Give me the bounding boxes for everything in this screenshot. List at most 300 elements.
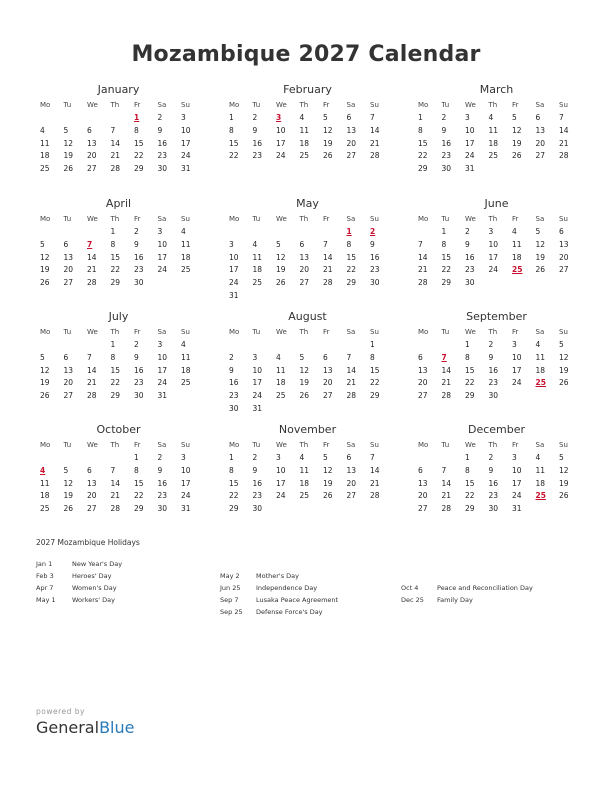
- weekday-label: Tu: [63, 441, 72, 449]
- day-cell: 1: [418, 113, 423, 122]
- weekday-label: Tu: [252, 328, 261, 336]
- month-days-grid: [414, 325, 579, 403]
- day-cell: 29: [465, 391, 475, 401]
- month-days-grid: [225, 325, 390, 416]
- day-cell: 13: [418, 478, 428, 488]
- day-cell: 15: [110, 365, 121, 375]
- day-cell: 20: [63, 378, 74, 388]
- holiday-name: Family Day: [437, 596, 473, 604]
- day-cell: 20: [559, 252, 569, 262]
- weekday-label: Tu: [441, 215, 450, 223]
- day-cell: 12: [276, 252, 286, 262]
- month-april: [36, 196, 201, 290]
- day-cell: 6: [87, 125, 92, 135]
- month-name: April: [105, 197, 132, 210]
- weekday-label: Tu: [252, 215, 261, 223]
- day-cell: 7: [559, 113, 564, 122]
- weekday-label: Th: [488, 101, 498, 109]
- weekday-label: Th: [488, 441, 498, 449]
- day-cell: 21: [87, 378, 97, 388]
- weekday-label: Th: [299, 101, 309, 109]
- day-cell: 17: [276, 478, 286, 488]
- weekday-label: Su: [181, 215, 190, 223]
- month-name: June: [484, 197, 509, 210]
- holiday-row: [36, 558, 122, 570]
- empty-cell: [60, 226, 84, 239]
- day-cell: 10: [488, 239, 499, 249]
- day-cell: 26: [299, 391, 310, 401]
- day-cell: 16: [134, 365, 144, 375]
- day-cell: 4: [299, 453, 305, 462]
- day-cell: 11: [535, 465, 546, 475]
- day-cell: 17: [181, 478, 191, 488]
- holiday-row: [36, 582, 122, 594]
- day-cell: 9: [229, 365, 234, 375]
- day-cell: 3: [252, 352, 258, 362]
- day-cell: 23: [252, 151, 263, 161]
- holiday-day: 25: [535, 491, 546, 501]
- weekday-label: We: [276, 101, 287, 109]
- day-cell: 16: [465, 252, 475, 262]
- holiday-day: 3: [276, 113, 282, 122]
- day-cell: 23: [157, 151, 168, 161]
- day-cell: 5: [40, 352, 45, 362]
- weekday-label: Mo: [40, 101, 51, 109]
- day-cell: 15: [370, 365, 380, 375]
- weekday-label: Fr: [323, 328, 330, 336]
- day-cell: 10: [465, 125, 475, 135]
- day-cell: 11: [181, 239, 191, 249]
- weekday-label: Sa: [157, 328, 167, 336]
- day-cell: 19: [299, 378, 310, 388]
- day-cell: 15: [418, 138, 428, 148]
- weekday-label: Sa: [157, 101, 167, 109]
- month-june: [414, 196, 579, 290]
- day-cell: 1: [229, 113, 234, 122]
- day-cell: 31: [512, 504, 522, 514]
- weekday-label: Sa: [535, 101, 545, 109]
- weekday-label: Sa: [535, 215, 545, 223]
- holiday-day: 2: [370, 227, 376, 236]
- weekday-label: Tu: [441, 328, 450, 336]
- weekday-label: Fr: [134, 101, 141, 109]
- day-cell: 12: [63, 138, 74, 148]
- empty-cell: [249, 339, 273, 352]
- day-cell: 8: [134, 465, 139, 475]
- day-cell: 3: [488, 227, 494, 236]
- day-cell: 9: [488, 465, 494, 475]
- holiday-date: Apr 7: [36, 584, 54, 592]
- month-march: [414, 82, 579, 176]
- day-cell: 8: [134, 125, 139, 135]
- holiday-row: [220, 594, 338, 606]
- day-cell: 24: [512, 491, 522, 501]
- day-cell: 6: [559, 227, 564, 236]
- day-cell: 21: [110, 151, 121, 161]
- day-cell: 26: [323, 151, 333, 161]
- day-cell: 25: [299, 491, 310, 501]
- day-cell: 26: [63, 504, 74, 514]
- holiday-name: Peace and Reconciliation Day: [437, 584, 533, 592]
- month-days-grid: [414, 98, 579, 176]
- month-days-grid: [36, 325, 201, 403]
- day-cell: 18: [276, 378, 286, 388]
- weekday-label: Th: [110, 215, 120, 223]
- day-cell: 2: [229, 352, 234, 362]
- day-cell: 30: [157, 504, 168, 514]
- month-name: May: [296, 197, 319, 210]
- day-cell: 24: [229, 278, 239, 288]
- holiday-name: Lusaka Peace Agreement: [256, 596, 339, 604]
- day-cell: 22: [370, 378, 380, 388]
- day-cell: 19: [559, 365, 569, 375]
- empty-cell: [319, 226, 343, 239]
- holiday-name: Mother's Day: [256, 572, 299, 580]
- day-cell: 25: [488, 151, 499, 161]
- holiday-name: New Year's Day: [72, 560, 123, 568]
- day-cell: 22: [465, 378, 475, 388]
- day-cell: 23: [488, 491, 499, 501]
- day-cell: 19: [63, 491, 74, 501]
- brand-logo: [36, 707, 134, 737]
- day-cell: 8: [229, 125, 234, 135]
- day-cell: 22: [229, 151, 239, 161]
- day-cell: 30: [465, 278, 475, 288]
- holiday-date: May 1: [36, 596, 56, 604]
- day-cell: 4: [299, 113, 305, 122]
- weekday-label: We: [465, 215, 476, 223]
- day-cell: 9: [488, 352, 494, 362]
- day-cell: 19: [535, 252, 546, 262]
- day-cell: 17: [276, 138, 286, 148]
- holiday-row: [401, 582, 533, 594]
- day-cell: 22: [418, 151, 428, 161]
- day-cell: 16: [229, 378, 239, 388]
- month-days-grid: [225, 212, 390, 303]
- day-cell: 4: [181, 227, 186, 236]
- day-cell: 15: [134, 478, 144, 488]
- weekday-label: Fr: [323, 441, 330, 449]
- month-january: [36, 82, 201, 176]
- month-name: September: [466, 310, 527, 323]
- day-cell: 4: [252, 239, 258, 249]
- weekday-label: Su: [181, 441, 190, 449]
- weekday-label: We: [87, 441, 98, 449]
- day-cell: 28: [441, 504, 452, 514]
- weekday-label: Fr: [512, 441, 519, 449]
- month-name: February: [283, 83, 332, 96]
- day-cell: 21: [87, 265, 97, 275]
- day-cell: 16: [488, 478, 499, 488]
- day-cell: 12: [63, 478, 74, 488]
- day-cell: 7: [323, 239, 328, 249]
- day-cell: 3: [276, 453, 281, 462]
- weekday-label: Mo: [418, 101, 429, 109]
- weekday-label: Mo: [40, 328, 51, 336]
- weekday-label: Sa: [157, 215, 167, 223]
- holiday-name: Heroes' Day: [72, 572, 112, 580]
- day-cell: 1: [441, 227, 447, 236]
- weekday-label: Sa: [346, 215, 356, 223]
- holiday-date: Jan 1: [36, 560, 53, 568]
- day-cell: 5: [299, 352, 305, 362]
- day-cell: 3: [157, 340, 163, 349]
- day-cell: 10: [157, 239, 168, 249]
- day-cell: 17: [488, 252, 499, 262]
- brand-name-part1: General: [36, 718, 100, 737]
- weekday-label: Th: [299, 215, 309, 223]
- day-cell: 15: [229, 138, 239, 148]
- holiday-date: Sep 25: [220, 608, 243, 616]
- day-cell: 4: [181, 340, 186, 349]
- day-cell: 2: [488, 340, 494, 349]
- month-days-grid: [414, 438, 579, 516]
- day-cell: 12: [559, 465, 569, 475]
- day-cell: 26: [276, 278, 286, 288]
- weekday-label: Th: [299, 441, 309, 449]
- day-cell: 5: [559, 453, 564, 462]
- day-cell: 27: [299, 278, 310, 288]
- day-cell: 1: [229, 453, 234, 462]
- weekday-label: Sa: [535, 441, 545, 449]
- day-cell: 21: [346, 378, 357, 388]
- day-cell: 13: [63, 365, 74, 375]
- day-cell: 31: [181, 164, 191, 174]
- day-cell: 31: [252, 403, 263, 413]
- empty-cell: [319, 339, 343, 352]
- day-cell: 31: [181, 504, 191, 514]
- day-cell: 6: [299, 239, 305, 249]
- weekday-label: Mo: [229, 215, 240, 223]
- day-cell: 14: [346, 365, 357, 375]
- empty-cell: [36, 339, 60, 352]
- weekday-label: We: [276, 215, 287, 223]
- day-cell: 13: [63, 252, 74, 262]
- empty-cell: [272, 339, 296, 352]
- day-cell: 5: [535, 227, 541, 236]
- day-cell: 30: [229, 403, 239, 413]
- day-cell: 29: [134, 164, 144, 174]
- day-cell: 12: [535, 239, 546, 249]
- holiday-name: Independence Day: [256, 584, 318, 592]
- day-cell: 20: [418, 378, 428, 388]
- day-cell: 25: [40, 504, 50, 514]
- weekday-label: We: [87, 215, 98, 223]
- holiday-date: Sep 7: [220, 596, 239, 604]
- day-cell: 6: [63, 352, 69, 362]
- day-cell: 27: [418, 504, 428, 514]
- day-cell: 9: [441, 125, 447, 135]
- empty-cell: [83, 452, 107, 465]
- day-cell: 10: [276, 465, 286, 475]
- day-cell: 13: [559, 239, 569, 249]
- day-cell: 28: [323, 278, 333, 288]
- day-cell: 1: [465, 453, 470, 462]
- empty-cell: [83, 339, 107, 352]
- day-cell: 11: [276, 365, 286, 375]
- day-cell: 24: [276, 151, 286, 161]
- month-october: [36, 422, 201, 516]
- day-cell: 19: [323, 478, 333, 488]
- day-cell: 30: [488, 391, 499, 401]
- day-cell: 27: [559, 265, 569, 275]
- day-cell: 29: [441, 278, 452, 288]
- day-cell: 16: [157, 478, 168, 488]
- weekday-label: We: [276, 328, 287, 336]
- month-may: [225, 196, 390, 303]
- day-cell: 3: [229, 239, 234, 249]
- day-cell: 27: [63, 391, 74, 401]
- holidays-column: [220, 570, 338, 618]
- day-cell: 5: [63, 125, 69, 135]
- holiday-row: [36, 570, 122, 582]
- day-cell: 28: [110, 164, 121, 174]
- month-days-grid: [225, 98, 390, 163]
- empty-cell: [60, 452, 84, 465]
- day-cell: 11: [299, 125, 310, 135]
- empty-cell: [36, 452, 60, 465]
- day-cell: 16: [488, 365, 499, 375]
- weekday-label: Mo: [229, 328, 240, 336]
- empty-cell: [60, 339, 84, 352]
- day-cell: 28: [110, 504, 121, 514]
- day-cell: 29: [134, 504, 144, 514]
- day-cell: 10: [181, 125, 191, 135]
- day-cell: 11: [299, 465, 310, 475]
- month-days-grid: [36, 98, 201, 176]
- weekday-label: Th: [110, 328, 120, 336]
- day-cell: 16: [252, 478, 263, 488]
- day-cell: 13: [418, 365, 428, 375]
- month-name: December: [467, 423, 526, 436]
- day-cell: 14: [441, 478, 452, 488]
- day-cell: 9: [157, 125, 163, 135]
- day-cell: 6: [418, 465, 423, 475]
- weekday-label: Fr: [134, 328, 141, 336]
- day-cell: 14: [418, 252, 428, 262]
- day-cell: 24: [252, 391, 263, 401]
- day-cell: 31: [157, 391, 168, 401]
- day-cell: 13: [535, 125, 546, 135]
- day-cell: 18: [181, 252, 191, 262]
- day-cell: 17: [157, 252, 168, 262]
- day-cell: 2: [441, 113, 447, 122]
- day-cell: 19: [40, 378, 50, 388]
- day-cell: 23: [134, 378, 144, 388]
- day-cell: 16: [370, 252, 380, 262]
- day-cell: 29: [110, 278, 121, 288]
- day-cell: 18: [488, 138, 499, 148]
- holiday-date: Dec 25: [401, 596, 424, 604]
- day-cell: 4: [40, 125, 45, 135]
- day-cell: 4: [488, 113, 494, 122]
- weekday-label: Mo: [418, 215, 429, 223]
- month-november: [225, 422, 390, 516]
- day-cell: 27: [535, 151, 546, 161]
- weekday-label: We: [465, 441, 476, 449]
- day-cell: 19: [559, 478, 569, 488]
- month-february: [225, 82, 390, 163]
- day-cell: 27: [63, 278, 74, 288]
- holiday-day: 1: [134, 113, 140, 122]
- weekday-label: Mo: [229, 441, 240, 449]
- day-cell: 11: [181, 352, 191, 362]
- empty-cell: [296, 226, 320, 239]
- day-cell: 13: [346, 465, 357, 475]
- day-cell: 10: [276, 125, 286, 135]
- day-cell: 4: [535, 453, 541, 462]
- page-title: Mozambique 2027 Calendar: [131, 42, 481, 67]
- day-cell: 16: [441, 138, 452, 148]
- holiday-date: Feb 3: [36, 572, 54, 580]
- day-cell: 5: [63, 465, 69, 475]
- day-cell: 8: [346, 239, 352, 249]
- day-cell: 9: [370, 239, 375, 249]
- day-cell: 19: [63, 151, 74, 161]
- day-cell: 6: [87, 465, 92, 475]
- day-cell: 6: [346, 453, 352, 462]
- day-cell: 3: [181, 113, 186, 122]
- day-cell: 3: [512, 453, 517, 462]
- day-cell: 17: [512, 365, 522, 375]
- day-cell: 15: [346, 252, 357, 262]
- day-cell: 15: [229, 478, 239, 488]
- day-cell: 7: [370, 453, 375, 462]
- weekday-label: Su: [181, 328, 190, 336]
- day-cell: 15: [110, 252, 121, 262]
- day-cell: 1: [465, 340, 470, 349]
- day-cell: 7: [418, 239, 423, 249]
- holiday-name: Workers' Day: [72, 596, 115, 604]
- weekday-label: Th: [110, 441, 120, 449]
- day-cell: 23: [488, 378, 499, 388]
- day-cell: 2: [488, 453, 494, 462]
- day-cell: 20: [346, 138, 357, 148]
- day-cell: 17: [512, 478, 522, 488]
- day-cell: 21: [559, 138, 569, 148]
- day-cell: 12: [299, 365, 310, 375]
- day-cell: 14: [370, 465, 380, 475]
- day-cell: 14: [110, 138, 121, 148]
- powered-by-label: powered by: [36, 707, 85, 716]
- brand-name-part2: Blue: [99, 718, 135, 737]
- day-cell: 8: [370, 352, 375, 362]
- day-cell: 22: [110, 378, 121, 388]
- month-september: [414, 309, 579, 403]
- day-cell: 13: [346, 125, 357, 135]
- day-cell: 10: [252, 365, 263, 375]
- day-cell: 16: [157, 138, 168, 148]
- day-cell: 9: [465, 239, 470, 249]
- day-cell: 25: [252, 278, 263, 288]
- day-cell: 27: [346, 151, 357, 161]
- holiday-row: [220, 570, 338, 582]
- day-cell: 1: [110, 340, 116, 349]
- day-cell: 10: [512, 352, 522, 362]
- day-cell: 19: [276, 265, 286, 275]
- day-cell: 25: [181, 378, 191, 388]
- day-cell: 28: [418, 278, 428, 288]
- month-name: November: [278, 423, 337, 436]
- day-cell: 17: [465, 138, 475, 148]
- day-cell: 27: [418, 391, 428, 401]
- day-cell: 25: [299, 151, 310, 161]
- day-cell: 12: [323, 465, 333, 475]
- day-cell: 14: [87, 365, 97, 375]
- weekday-label: Fr: [134, 441, 141, 449]
- day-cell: 5: [276, 239, 281, 249]
- day-cell: 1: [370, 340, 375, 349]
